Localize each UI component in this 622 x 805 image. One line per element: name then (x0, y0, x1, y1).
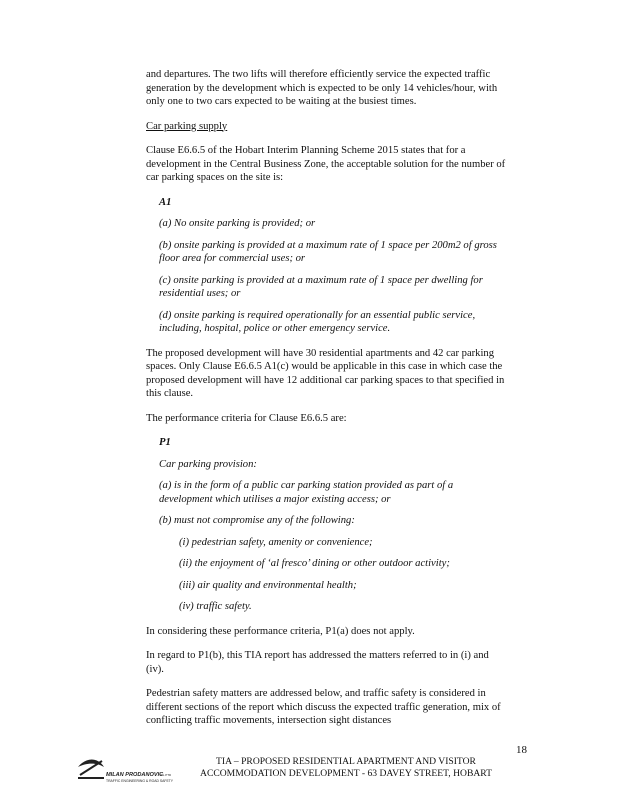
p1-sub-item-i: (i) pedestrian safety, amenity or convenience; (179, 536, 373, 548)
footer-line-1: TIA – PROPOSED RESIDENTIAL APARTMENT AND VISITOR (216, 756, 476, 767)
p1-subtitle: Car parking provision: (159, 458, 257, 470)
considering-paragraph: In considering these performance criteria, P1(a) does not apply. (146, 625, 415, 637)
a1-item-c: (c) onsite parking is provided at a maximum rate of 1 space per dwelling for residential uses; or (159, 274, 483, 299)
a1-block (146, 196, 506, 336)
performance-intro-paragraph: The performance criteria for Clause E6.6.5 are: (146, 412, 347, 424)
a1-item-b: (b) onsite parking is provided at a maximum rate of 1 space per 200m2 of gross floor area for commercial uses; or (159, 239, 497, 264)
a1-label: A1 (159, 196, 172, 208)
p1-item-a: (a) is in the form of a public car parking station provided as part of a development which utilises a major existing access; or (159, 480, 454, 505)
clause-intro-paragraph: Clause E6.6.5 of the Hobart Interim Planning Scheme 2015 states that for a development in the Central Business Zone, the acceptable solution for the number of car parking spaces on the site is: (146, 145, 506, 183)
document-body (146, 68, 506, 739)
pedestrian-paragraph: Pedestrian safety matters are addressed below, and traffic safety is considered in different sections of the report which discuss the expected traffic generation, mix of conflicting traffic movements, intersection sight distances (146, 688, 501, 726)
a1-item-a: (a) No onsite parking is provided; or (159, 218, 316, 229)
logo-suffix: P/L PTD (160, 773, 172, 777)
intro-paragraph: and departures. The two lifts will therefore efficiently service the expected traffic generation by the development which is expected to be only 14 vehicles/hour, with only one to two cars expected to be waiting at the busiest times. (146, 69, 498, 107)
logo-name: MILAN PRODANOVIC (106, 772, 164, 778)
a1-item-d: (d) onsite parking is required operationally for an essential public service, including, hospital, police or other emergency service. (159, 309, 476, 334)
p1-sub-item-iv: (iv) traffic safety. (179, 601, 252, 612)
p1-sub-item-iii: (iii) air quality and environmental health; (179, 579, 357, 591)
page-number: 18 (516, 744, 527, 756)
company-logo (76, 753, 188, 787)
section-heading: Car parking supply (146, 120, 228, 132)
footer-title (196, 756, 496, 779)
p1-block (146, 436, 506, 528)
footer-line-2: ACCOMMODATION DEVELOPMENT - 63 DAVEY STREET, HOBART (200, 767, 492, 779)
regard-paragraph: In regard to P1(b), this TIA report has addressed the matters referred to in (i) and (iv). (146, 650, 489, 675)
p1-sub-item-ii: (ii) the enjoyment of ‘al fresco’ dining or other outdoor activity; (179, 558, 450, 569)
p1-label: P1 (159, 437, 171, 448)
logo-tagline: TRAFFIC ENGINEERING & ROAD SAFETY (106, 779, 174, 783)
p1-sub-items (146, 536, 506, 614)
p1-item-b: (b) must not compromise any of the following: (159, 515, 355, 526)
proposed-development-paragraph: The proposed development will have 30 residential apartments and 42 car parking spaces. Only Clause E6.6.5 A1(c) would be applicable in this case in which case the proposed development will have 12 additional car parking spaces to that specified in this clause. (146, 347, 505, 399)
